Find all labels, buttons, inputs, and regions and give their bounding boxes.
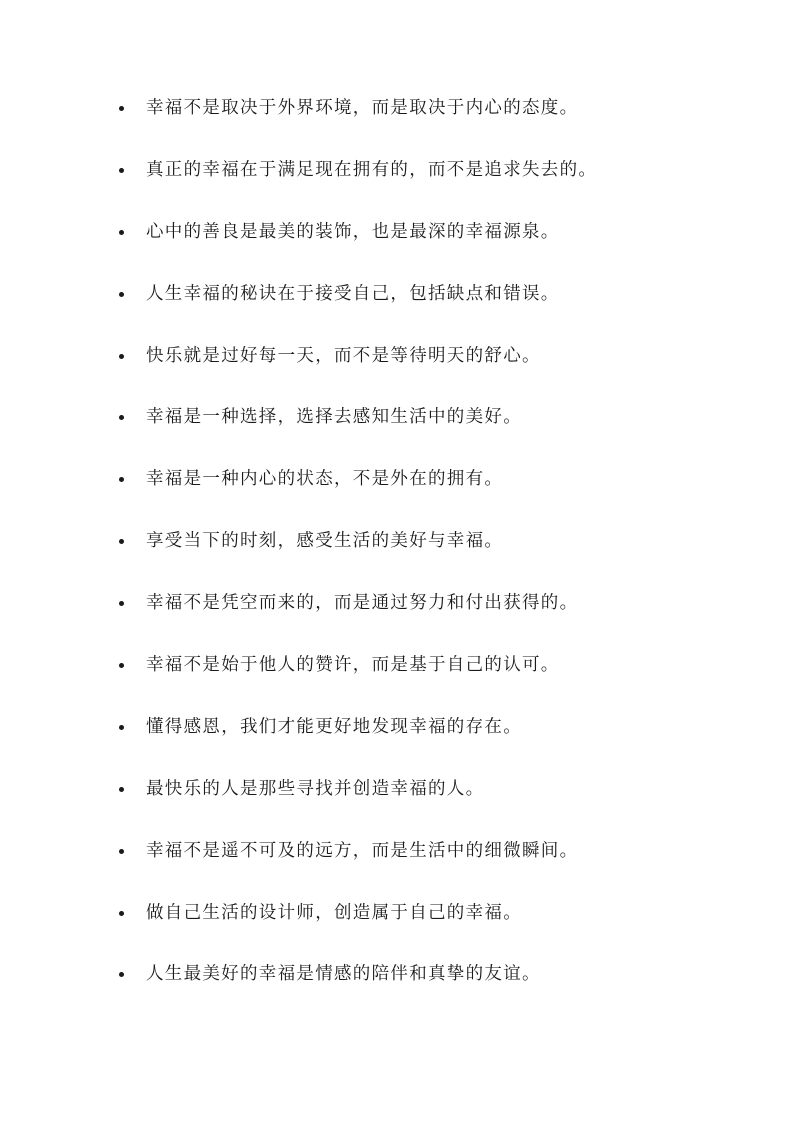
list-item — [0, 91, 800, 153]
bullet-icon — [119, 787, 124, 792]
list-item-text: 真正的幸福在于满足现在拥有的，而不是追求失去的。 — [146, 159, 598, 180]
bullet-icon — [119, 539, 124, 544]
bullet-icon — [119, 725, 124, 730]
list-item-text: 人生最美好的幸福是情感的陪伴和真挚的友谊。 — [146, 964, 541, 985]
list-item — [0, 153, 800, 215]
bullet-icon — [119, 106, 124, 111]
bullet-icon — [119, 477, 124, 482]
bullet-icon — [119, 663, 124, 668]
list-item — [0, 215, 800, 277]
list-item-text: 快乐就是过好每一天，而不是等待明天的舒心。 — [146, 345, 541, 366]
list-item-text: 享受当下的时刻，感受生活的美好与幸福。 — [146, 531, 504, 552]
list-item — [0, 277, 800, 339]
bullet-icon — [119, 168, 124, 173]
list-item — [0, 834, 800, 896]
list-item-text: 做自己生活的设计师，创造属于自己的幸福。 — [146, 902, 522, 923]
list-item-text: 幸福是一种选择，选择去感知生活中的美好。 — [146, 407, 522, 428]
bullet-icon — [119, 415, 124, 420]
list-item — [0, 648, 800, 710]
bullet-icon — [119, 601, 124, 606]
list-item — [0, 400, 800, 462]
list-item — [0, 339, 800, 401]
bullet-icon — [119, 911, 124, 916]
list-item-text: 最快乐的人是那些寻找并创造幸福的人。 — [146, 778, 485, 799]
list-item-text: 懂得感恩，我们才能更好地发现幸福的存在。 — [146, 716, 522, 737]
bullet-icon — [119, 292, 124, 297]
bullet-icon — [119, 972, 124, 977]
quote-list — [0, 91, 800, 1019]
list-item-text: 幸福是一种内心的状态，不是外在的拥有。 — [146, 469, 504, 490]
list-item — [0, 896, 800, 958]
list-item — [0, 772, 800, 834]
list-item-text: 幸福不是遥不可及的远方，而是生活中的细微瞬间。 — [146, 840, 579, 861]
bullet-icon — [119, 849, 124, 854]
list-item — [0, 586, 800, 648]
list-item — [0, 957, 800, 1019]
list-item-text: 幸福不是凭空而来的，而是通过努力和付出获得的。 — [146, 593, 579, 614]
list-item-text: 心中的善良是最美的装饰，也是最深的幸福源泉。 — [146, 221, 560, 242]
list-item — [0, 462, 800, 524]
list-item-text: 幸福不是取决于外界环境，而是取决于内心的态度。 — [146, 98, 579, 118]
list-item — [0, 524, 800, 586]
list-item — [0, 710, 800, 772]
list-item-text: 人生幸福的秘诀在于接受自己，包括缺点和错误。 — [146, 283, 560, 304]
list-item-text: 幸福不是始于他人的赞许，而是基于自己的认可。 — [146, 655, 560, 676]
bullet-icon — [119, 354, 124, 359]
bullet-icon — [119, 230, 124, 235]
